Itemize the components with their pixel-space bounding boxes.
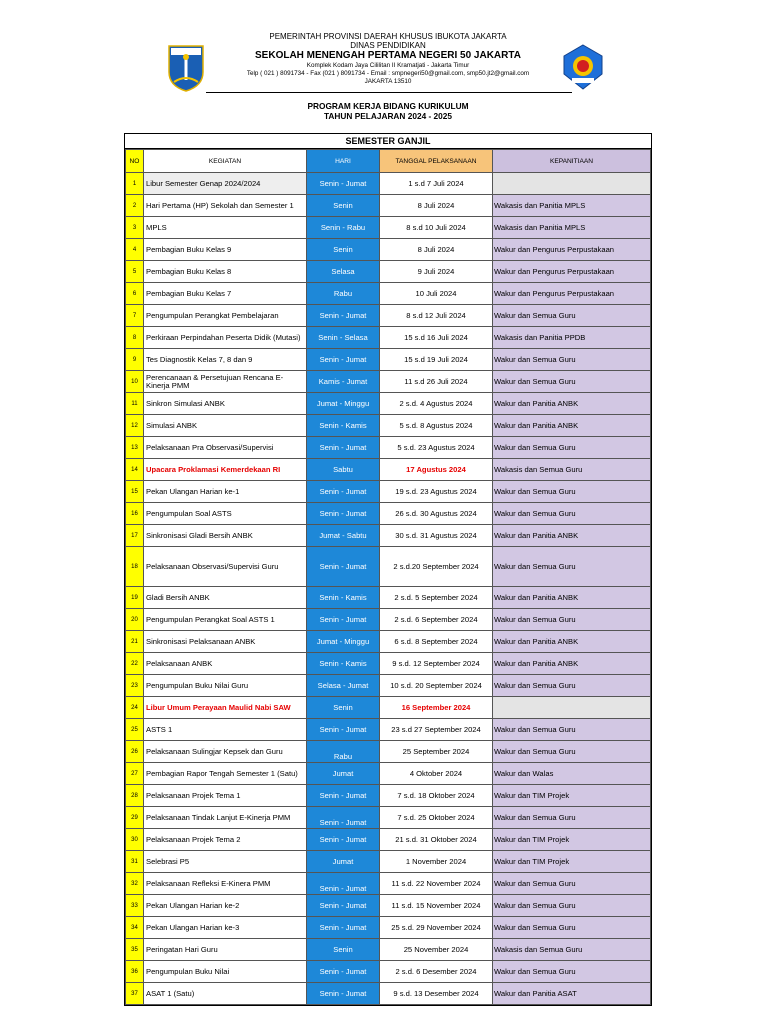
table-row — [126, 173, 651, 195]
table-row — [126, 829, 651, 851]
letterhead-text — [200, 32, 576, 86]
table-row — [126, 983, 651, 1005]
row-number: 37 — [126, 983, 144, 1005]
row-hari: Senin - Jumat — [307, 305, 380, 327]
row-hari: Jumat — [307, 763, 380, 785]
row-kepanitiaan: Wakur dan Panitia ANBK — [493, 415, 651, 437]
row-kegiatan: Pengumpulan Buku Nilai — [144, 961, 307, 983]
table-row — [126, 961, 651, 983]
row-tanggal: 2 s.d. 6 September 2024 — [380, 609, 493, 631]
row-number: 24 — [126, 697, 144, 719]
row-kegiatan: Pengumpulan Buku Nilai Guru — [144, 675, 307, 697]
semester-title: SEMESTER GANJIL — [125, 134, 651, 149]
row-number: 26 — [126, 741, 144, 763]
row-tanggal: 1 November 2024 — [380, 851, 493, 873]
table-row — [126, 895, 651, 917]
row-tanggal: 17 Agustus 2024 — [380, 459, 493, 481]
row-kepanitiaan: Wakur dan Semua Guru — [493, 371, 651, 393]
row-tanggal: 9 s.d. 12 September 2024 — [380, 653, 493, 675]
row-hari: Senin - Jumat — [307, 873, 380, 895]
row-tanggal: 5 s.d. 23 Agustus 2024 — [380, 437, 493, 459]
row-kepanitiaan: Wakur dan Semua Guru — [493, 349, 651, 371]
table-row — [126, 327, 651, 349]
table-row — [126, 675, 651, 697]
row-hari: Senin — [307, 939, 380, 961]
school-city: JAKARTA 13510 — [364, 78, 412, 85]
row-kepanitiaan: Wakur dan Semua Guru — [493, 917, 651, 939]
row-hari: Senin - Jumat — [307, 349, 380, 371]
row-kepanitiaan: Wakur dan Semua Guru — [493, 305, 651, 327]
row-tanggal: 1 s.d 7 Juli 2024 — [380, 173, 493, 195]
table-row — [126, 785, 651, 807]
government-line: PEMERINTAH PROVINSI DAERAH KHUSUS IBUKOTA JAKARTA — [269, 32, 507, 41]
row-tanggal: 25 September 2024 — [380, 741, 493, 763]
header-hari: HARI — [307, 150, 380, 173]
row-hari: Senin - Jumat — [307, 961, 380, 983]
row-hari: Senin — [307, 239, 380, 261]
row-tanggal: 9 s.d. 13 Desember 2024 — [380, 983, 493, 1005]
row-kegiatan: Hari Pertama (HP) Sekolah dan Semester 1 — [144, 195, 307, 217]
row-kegiatan: ASAT 1 (Satu) — [144, 983, 307, 1005]
row-tanggal: 16 September 2024 — [380, 697, 493, 719]
row-kegiatan: Pelaksanaan ANBK — [144, 653, 307, 675]
row-kegiatan: Pengumpulan Perangkat Soal ASTS 1 — [144, 609, 307, 631]
table-row — [126, 697, 651, 719]
row-number: 11 — [126, 393, 144, 415]
row-tanggal: 25 November 2024 — [380, 939, 493, 961]
row-hari: Senin - Kamis — [307, 587, 380, 609]
row-number: 33 — [126, 895, 144, 917]
row-kegiatan: Pembagian Buku Kelas 9 — [144, 239, 307, 261]
row-kepanitiaan: Wakasis dan Panitia MPLS — [493, 195, 651, 217]
table-row — [126, 305, 651, 327]
row-kegiatan: Tes Diagnostik Kelas 7, 8 dan 9 — [144, 349, 307, 371]
row-kegiatan: Pelaksanaan Sulingjar Kepsek dan Guru — [144, 741, 307, 763]
row-kepanitiaan: Wakur dan Semua Guru — [493, 961, 651, 983]
row-kepanitiaan: Wakur dan Panitia ANBK — [493, 631, 651, 653]
row-number: 1 — [126, 173, 144, 195]
row-kepanitiaan: Wakur dan Semua Guru — [493, 609, 651, 631]
row-kepanitiaan: Wakur dan Panitia ANBK — [493, 393, 651, 415]
header-no: NO — [126, 150, 144, 173]
row-hari: Senin - Jumat — [307, 719, 380, 741]
row-kepanitiaan: Wakur dan Semua Guru — [493, 895, 651, 917]
row-tanggal: 10 s.d. 20 September 2024 — [380, 675, 493, 697]
table-row — [126, 503, 651, 525]
row-kepanitiaan: Wakur dan Panitia ANBK — [493, 653, 651, 675]
program-year: TAHUN PELAJARAN 2024 - 2025 — [323, 111, 453, 121]
row-kepanitiaan — [493, 173, 651, 195]
row-kepanitiaan: Wakur dan Semua Guru — [493, 675, 651, 697]
row-tanggal: 2 s.d. 4 Agustus 2024 — [380, 393, 493, 415]
row-hari: Senin - Kamis — [307, 415, 380, 437]
row-kegiatan: Pekan Ulangan Harian ke-1 — [144, 481, 307, 503]
row-kepanitiaan: Wakur dan Semua Guru — [493, 481, 651, 503]
table-row — [126, 741, 651, 763]
row-tanggal: 8 Juli 2024 — [380, 239, 493, 261]
row-hari: Selasa — [307, 261, 380, 283]
row-kegiatan: Pelaksanaan Refleksi E-Kinera PMM — [144, 873, 307, 895]
row-kepanitiaan: Wakur dan Panitia ANBK — [493, 587, 651, 609]
school-emblem-icon — [563, 44, 603, 90]
row-hari: Senin - Jumat — [307, 829, 380, 851]
row-kegiatan: Pelaksanaan Tindak Lanjut E-Kinerja PMM — [144, 807, 307, 829]
school-contact: Telp ( 021 ) 8091734 - Fax (021 ) 8091734 - Email : smpnegeri50@gmail.com, smp50.jt2@gmail.com — [246, 70, 530, 77]
row-kegiatan: Simulasi ANBK — [144, 415, 307, 437]
department-line: DINAS PENDIDIKAN — [350, 41, 426, 50]
row-number: 17 — [126, 525, 144, 547]
row-hari: Jumat - Sabtu — [307, 525, 380, 547]
row-number: 15 — [126, 481, 144, 503]
row-hari: Senin - Rabu — [307, 217, 380, 239]
row-hari: Senin — [307, 697, 380, 719]
table-row — [126, 719, 651, 741]
row-hari: Jumat - Minggu — [307, 631, 380, 653]
row-kepanitiaan: Wakur dan Panitia ASAT — [493, 983, 651, 1005]
row-tanggal: 15 s.d 19 Juli 2024 — [380, 349, 493, 371]
row-number: 34 — [126, 917, 144, 939]
table-row — [126, 437, 651, 459]
row-hari: Rabu — [307, 283, 380, 305]
row-hari: Senin - Selasa — [307, 327, 380, 349]
table-row — [126, 525, 651, 547]
row-kegiatan: Pembagian Rapor Tengah Semester 1 (Satu) — [144, 763, 307, 785]
table-row — [126, 371, 651, 393]
program-title — [200, 101, 576, 121]
row-number: 3 — [126, 217, 144, 239]
table-row — [126, 481, 651, 503]
row-number: 5 — [126, 261, 144, 283]
row-number: 10 — [126, 371, 144, 393]
row-hari: Senin - Jumat — [307, 917, 380, 939]
row-kegiatan: Selebrasi P5 — [144, 851, 307, 873]
row-number: 29 — [126, 807, 144, 829]
row-kegiatan: Libur Semester Genap 2024/2024 — [144, 173, 307, 195]
table-row — [126, 653, 651, 675]
row-hari: Senin - Jumat — [307, 481, 380, 503]
row-tanggal: 26 s.d. 30 Agustus 2024 — [380, 503, 493, 525]
row-number: 7 — [126, 305, 144, 327]
table-row — [126, 195, 651, 217]
row-hari: Senin - Kamis — [307, 653, 380, 675]
row-kepanitiaan: Wakur dan Semua Guru — [493, 873, 651, 895]
row-kepanitiaan: Wakasis dan Panitia PPDB — [493, 327, 651, 349]
row-number: 6 — [126, 283, 144, 305]
row-tanggal: 9 Juli 2024 — [380, 261, 493, 283]
row-kegiatan: Pelaksanaan Pra Observasi/Supervisi — [144, 437, 307, 459]
row-number: 2 — [126, 195, 144, 217]
row-number: 9 — [126, 349, 144, 371]
row-kegiatan: Sinkronisasi Pelaksanaan ANBK — [144, 631, 307, 653]
row-tanggal: 11 s.d 26 Juli 2024 — [380, 371, 493, 393]
row-number: 35 — [126, 939, 144, 961]
letterhead — [0, 28, 768, 98]
row-tanggal: 10 Juli 2024 — [380, 283, 493, 305]
row-tanggal: 23 s.d 27 September 2024 — [380, 719, 493, 741]
row-kegiatan: Pelaksanaan Projek Tema 1 — [144, 785, 307, 807]
row-kegiatan: Peringatan Hari Guru — [144, 939, 307, 961]
row-tanggal: 11 s.d. 22 November 2024 — [380, 873, 493, 895]
row-tanggal: 2 s.d. 5 September 2024 — [380, 587, 493, 609]
row-kegiatan: Libur Umum Perayaan Maulid Nabi SAW — [144, 697, 307, 719]
row-tanggal: 30 s.d. 31 Agustus 2024 — [380, 525, 493, 547]
row-kegiatan: Pembagian Buku Kelas 7 — [144, 283, 307, 305]
row-kepanitiaan — [493, 697, 651, 719]
row-hari: Senin - Jumat — [307, 547, 380, 587]
row-tanggal: 7 s.d. 18 Oktober 2024 — [380, 785, 493, 807]
row-tanggal: 5 s.d. 8 Agustus 2024 — [380, 415, 493, 437]
row-kegiatan: Perkiraan Perpindahan Peserta Didik (Mutasi) — [144, 327, 307, 349]
row-number: 25 — [126, 719, 144, 741]
row-number: 4 — [126, 239, 144, 261]
row-kegiatan: Pelaksanaan Observasi/Supervisi Guru — [144, 547, 307, 587]
row-kegiatan: Pekan Ulangan Harian ke-2 — [144, 895, 307, 917]
row-kegiatan: Pembagian Buku Kelas 8 — [144, 261, 307, 283]
table-header-row — [126, 150, 651, 173]
table-row — [126, 459, 651, 481]
row-tanggal: 6 s.d. 8 September 2024 — [380, 631, 493, 653]
schedule-table-container — [124, 133, 652, 1006]
row-tanggal: 7 s.d. 25 Oktober 2024 — [380, 807, 493, 829]
school-name: SEKOLAH MENENGAH PERTAMA NEGERI 50 JAKARTA — [255, 50, 521, 61]
row-tanggal: 8 s.d 12 Juli 2024 — [380, 305, 493, 327]
table-row — [126, 939, 651, 961]
row-number: 21 — [126, 631, 144, 653]
row-kepanitiaan: Wakur dan TIM Projek — [493, 851, 651, 873]
row-kepanitiaan: Wakur dan Panitia ANBK — [493, 525, 651, 547]
row-hari: Senin - Jumat — [307, 895, 380, 917]
row-kegiatan: Perencanaan & Persetujuan Rencana E-Kinerja PMM — [144, 371, 307, 393]
row-hari: Senin - Jumat — [307, 983, 380, 1005]
table-row — [126, 217, 651, 239]
row-number: 20 — [126, 609, 144, 631]
row-kegiatan: Pelaksanaan Projek Tema 2 — [144, 829, 307, 851]
row-hari: Senin - Jumat — [307, 785, 380, 807]
table-row — [126, 631, 651, 653]
table-row — [126, 349, 651, 371]
row-number: 12 — [126, 415, 144, 437]
table-row — [126, 587, 651, 609]
row-hari: Kamis - Jumat — [307, 371, 380, 393]
row-kepanitiaan: Wakasis dan Semua Guru — [493, 459, 651, 481]
row-kegiatan: Pengumpulan Soal ASTS — [144, 503, 307, 525]
table-row — [126, 261, 651, 283]
row-kegiatan: Sinkronisasi Gladi Bersih ANBK — [144, 525, 307, 547]
row-number: 23 — [126, 675, 144, 697]
row-kegiatan: Gladi Bersih ANBK — [144, 587, 307, 609]
row-kegiatan: Pekan Ulangan Harian ke-3 — [144, 917, 307, 939]
school-address: Komplek Kodam Jaya Cililitan II Kramatjati - Jakarta Timur — [306, 62, 470, 69]
row-tanggal: 19 s.d. 23 Agustus 2024 — [380, 481, 493, 503]
row-number: 22 — [126, 653, 144, 675]
table-row — [126, 917, 651, 939]
table-row — [126, 763, 651, 785]
row-tanggal: 8 s.d 10 Juli 2024 — [380, 217, 493, 239]
row-hari: Sabtu — [307, 459, 380, 481]
table-row — [126, 415, 651, 437]
row-kepanitiaan: Wakur dan Pengurus Perpustakaan — [493, 239, 651, 261]
row-hari: Senin — [307, 195, 380, 217]
table-row — [126, 609, 651, 631]
row-number: 32 — [126, 873, 144, 895]
row-number: 31 — [126, 851, 144, 873]
row-kepanitiaan: Wakur dan Semua Guru — [493, 547, 651, 587]
row-number: 27 — [126, 763, 144, 785]
row-kepanitiaan: Wakur dan TIM Projek — [493, 829, 651, 851]
row-number: 14 — [126, 459, 144, 481]
header-tanggal: TANGGAL PELAKSANAAN — [380, 150, 493, 173]
program-name: PROGRAM KERJA BIDANG KURIKULUM — [307, 101, 469, 111]
row-tanggal: 25 s.d. 29 November 2024 — [380, 917, 493, 939]
row-number: 19 — [126, 587, 144, 609]
row-kegiatan: Upacara Proklamasi Kemerdekaan RI — [144, 459, 307, 481]
row-kepanitiaan: Wakasis dan Panitia MPLS — [493, 217, 651, 239]
letterhead-divider — [206, 92, 572, 93]
row-kegiatan: ASTS 1 — [144, 719, 307, 741]
row-hari: Selasa - Jumat — [307, 675, 380, 697]
row-tanggal: 4 Oktober 2024 — [380, 763, 493, 785]
row-kepanitiaan: Wakur dan Semua Guru — [493, 719, 651, 741]
row-kegiatan: MPLS — [144, 217, 307, 239]
row-hari: Rabu — [307, 741, 380, 763]
row-tanggal: 21 s.d. 31 Oktober 2024 — [380, 829, 493, 851]
row-kepanitiaan: Wakasis dan Semua Guru — [493, 939, 651, 961]
row-number: 8 — [126, 327, 144, 349]
row-number: 30 — [126, 829, 144, 851]
row-kepanitiaan: Wakur dan Semua Guru — [493, 437, 651, 459]
row-tanggal: 8 Juli 2024 — [380, 195, 493, 217]
table-row — [126, 547, 651, 587]
row-kepanitiaan: Wakur dan TIM Projek — [493, 785, 651, 807]
row-kepanitiaan: Wakur dan Semua Guru — [493, 503, 651, 525]
row-tanggal: 11 s.d. 15 November 2024 — [380, 895, 493, 917]
row-kepanitiaan: Wakur dan Pengurus Perpustakaan — [493, 261, 651, 283]
schedule-table — [125, 149, 651, 1005]
row-hari: Jumat — [307, 851, 380, 873]
row-kegiatan: Pengumpulan Perangkat Pembelajaran — [144, 305, 307, 327]
table-row — [126, 873, 651, 895]
table-row — [126, 283, 651, 305]
table-row — [126, 239, 651, 261]
row-hari: Senin - Jumat — [307, 503, 380, 525]
row-number: 36 — [126, 961, 144, 983]
row-kepanitiaan: Wakur dan Pengurus Perpustakaan — [493, 283, 651, 305]
row-hari: Senin - Jumat — [307, 437, 380, 459]
row-number: 18 — [126, 547, 144, 587]
row-kepanitiaan: Wakur dan Walas — [493, 763, 651, 785]
row-hari: Jumat - Minggu — [307, 393, 380, 415]
row-hari: Senin - Jumat — [307, 609, 380, 631]
row-number: 16 — [126, 503, 144, 525]
row-tanggal: 15 s.d 16 Juli 2024 — [380, 327, 493, 349]
row-kegiatan: Sinkron Simulasi ANBK — [144, 393, 307, 415]
row-hari: Senin - Jumat — [307, 173, 380, 195]
row-kepanitiaan: Wakur dan Semua Guru — [493, 807, 651, 829]
table-row — [126, 807, 651, 829]
table-row — [126, 393, 651, 415]
row-hari: Senin - Jumat — [307, 807, 380, 829]
header-kepanitiaan: KEPANITIAAN — [493, 150, 651, 173]
table-row — [126, 851, 651, 873]
row-tanggal: 2 s.d. 6 Desember 2024 — [380, 961, 493, 983]
row-number: 28 — [126, 785, 144, 807]
schedule-rows — [126, 173, 651, 1005]
row-kepanitiaan: Wakur dan Semua Guru — [493, 741, 651, 763]
row-number: 13 — [126, 437, 144, 459]
header-kegiatan: KEGIATAN — [144, 150, 307, 173]
row-tanggal: 2 s.d.20 September 2024 — [380, 547, 493, 587]
